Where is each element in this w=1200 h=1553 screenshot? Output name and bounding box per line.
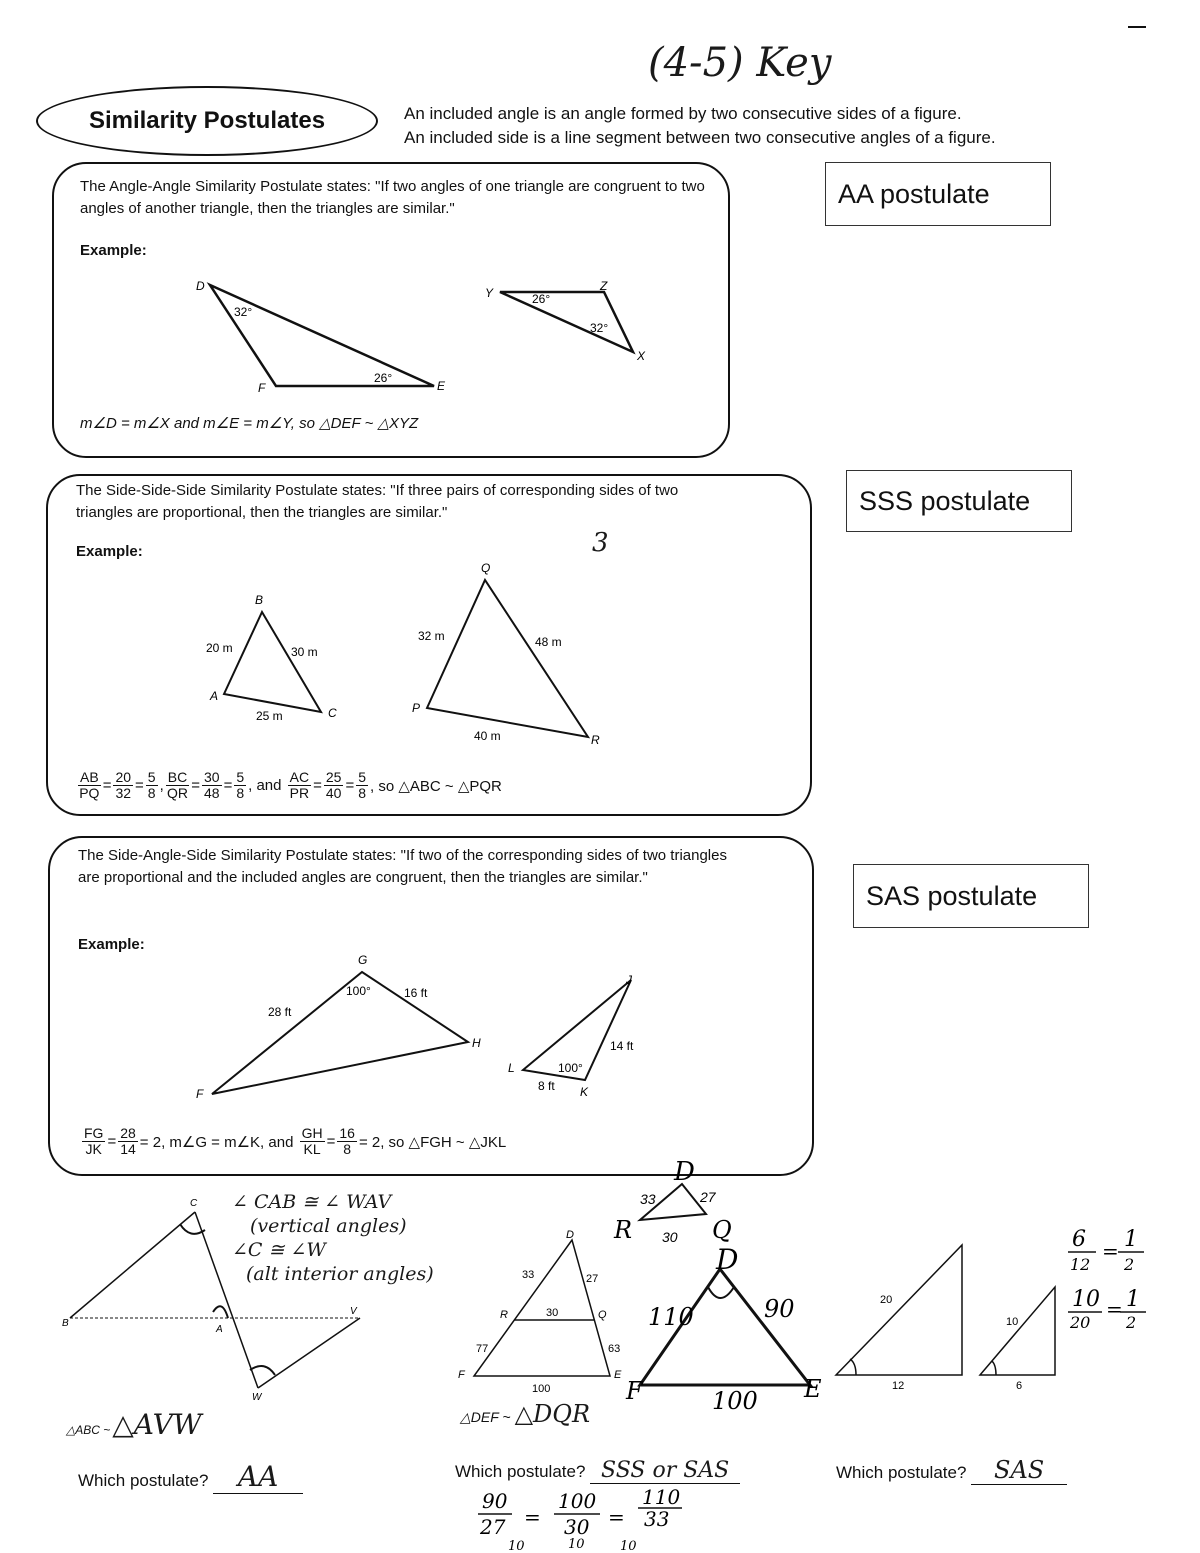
small-rq: 30 [662,1229,678,1245]
problem2-small-triangle [610,1150,740,1245]
vertex-p: P [412,701,421,715]
side-pq: 32 m [418,629,445,643]
big-df: 110 [648,1303,694,1331]
angle-arc-w [250,1366,275,1375]
p2-question-text: Which postulate? [455,1462,586,1481]
p1-answer: AA [213,1460,303,1494]
big-angle-arc [850,1359,856,1375]
included-side-definition: An included side is a line segment between two consecutive angles of a figure. [404,128,996,147]
aa-conclusion: m∠D = m∠X and m∠E = m∠Y, so △DEF ~ △XYZ [80,415,419,432]
p3-work-6: 6 [1072,1227,1086,1252]
p3-answer: SAS [971,1456,1067,1485]
triangle-def [210,285,434,386]
sas-conclusion: $\frac{FG}{JK}$ = $\frac{28}{14}$ = 2, m∠G = m∠K, and $\frac{GH}{KL}$ = $\frac{16}{8}$ = 2, so △FGH ~ △JKL [84,1125,507,1157]
top-right-mark [1128,26,1146,28]
vertex-a: A [210,689,219,703]
vertex-r: R [591,733,600,747]
big-right-triangle [836,1245,962,1375]
frac-25-40: $\frac{25}{40}$ [325,769,342,801]
big-d: D [716,1243,739,1276]
small-dr: 33 [640,1191,656,1207]
work-eq1: = [524,1505,541,1529]
frac-bc-qr: $\frac{BC}{QR}$ [166,769,188,801]
definitions [404,102,996,150]
frac-16-8: $\frac{16}{8}$ [339,1125,355,1157]
sas-example-label: Example: [78,936,145,953]
vertex-f: F [196,1087,204,1101]
label-c: C [190,1198,198,1209]
vertex-l: L [508,1061,515,1075]
p3-work-12: 12 [1070,1255,1091,1274]
big-e: E [804,1375,822,1403]
sas-mid: = 2, m∠G = m∠K, and [139,1133,294,1151]
svg-text:=: = [1106,1297,1123,1321]
work-eq2: = [608,1505,625,1529]
frac-gh-kl: $\frac{GH}{KL}$ [301,1125,323,1157]
problem2-question [455,1458,740,1484]
side-qr: 48 m [535,635,562,649]
p2-answer: SSS or SAS [590,1458,740,1484]
work-33: 33 [644,1507,670,1531]
included-angle-definition: An included angle is an angle formed by two consecutive sides of a figure. [404,104,962,123]
work-27: 27 [480,1515,506,1539]
p1-sim-prefix: △ABC ~ [66,1423,111,1437]
p3-work-half2: 1 [1126,1287,1140,1312]
vertex-f: F [258,381,266,395]
angle-arc-a [213,1306,228,1318]
aa-postulate-label: AA postulate [825,162,1051,226]
p2-f: F [458,1369,465,1381]
vertex-j: J [626,973,632,987]
p2-rf: 77 [476,1343,489,1355]
label-v: V [350,1306,357,1317]
p2-sim-prefix: △DEF ~ [460,1409,511,1425]
angle-e: 26° [374,371,393,385]
problem1-similarity [66,1408,202,1441]
angle-d: 32° [234,305,253,319]
p2-qe: 63 [608,1343,621,1355]
side-fg: 28 ft [268,1005,292,1019]
line-bc [70,1212,195,1318]
angle-x: 32° [590,321,609,335]
angle-k: 100° [558,1061,583,1075]
sss-example-label: Example: [76,543,143,560]
p2-d: D [566,1229,574,1241]
p2-dq: 27 [586,1273,599,1285]
work-r2: 10 [568,1537,585,1552]
p2-rq: 30 [546,1307,559,1319]
frac-5-8-a: $\frac{5}{8}$ [147,769,156,801]
work-110: 110 [642,1485,681,1509]
big-base: 12 [892,1380,905,1392]
label-a: A [216,1324,223,1335]
small-side: 10 [1006,1316,1019,1328]
side-pr: 40 m [474,729,501,743]
sas-tail: = 2, so △FGH ~ △JKL [358,1133,507,1151]
p1-answer-tri: △AVW [112,1408,202,1441]
problem2-big-triangle [620,1245,830,1425]
page-title: Similarity Postulates [36,86,378,156]
triangle-def-p2 [474,1240,610,1376]
vertex-b: B [255,593,264,607]
angle-arc-d [708,1287,734,1298]
sas-statement: The Side-Angle-Side Similarity Postulate states: "If two of the corresponding sides of two triangles are proportional and the included angles are congruent, then the triangles are similar." [78,847,727,886]
note-vertical-reason: (vertical angles) [250,1215,407,1237]
p2-r: R [500,1309,508,1321]
frac-20-32: $\frac{20}{32}$ [115,769,132,801]
triangle-pqr [427,580,588,737]
p2-e: E [614,1369,622,1381]
handwritten-title: (4-5) Key [648,40,832,86]
problem2-work [470,1484,710,1552]
p1-question-text: Which postulate? [78,1471,209,1490]
side-ac: 25 m [256,709,283,723]
sss-conclusion: $\frac{AB}{PQ}$ = $\frac{20}{32}$ = $\frac{5}{8}$ , $\frac{BC}{QR}$ = $\frac{30}{48}$ = $\frac{5}{8}$ , and $\frac{AC}{PR}$ = $\frac{25}{40}$ = $\frac{5}{8}$ , so △ABC ~ △PQR [79,769,502,801]
sss-figures [0,560,720,760]
and-text: , and [248,777,282,794]
p2-fe: 100 [532,1383,551,1395]
frac-5-8-c: $\frac{5}{8}$ [358,769,367,801]
problem2-similarity [460,1400,590,1428]
note-alt-congruence: ∠C ≅ ∠W [232,1239,326,1261]
frac-ab-pq: $\frac{AB}{PQ}$ [79,769,100,801]
angle-g: 100° [346,984,371,998]
note-vertical-congruence: ∠ CAB ≅ ∠ WAV [232,1191,392,1213]
small-dq: 27 [700,1189,716,1205]
frac-28-14: $\frac{28}{14}$ [120,1125,136,1157]
sss-postulate-label: SSS postulate [846,470,1072,532]
frac-30-48: $\frac{30}{48}$ [203,769,220,801]
label-w: W [252,1392,262,1403]
big-de: 90 [764,1295,795,1323]
small-q: Q [712,1216,732,1244]
side-gh: 16 ft [404,986,428,1000]
vertex-y: Y [485,286,494,300]
work-r3: 10 [620,1539,637,1553]
sas-figures [0,950,720,1110]
side-jk: 14 ft [610,1039,634,1053]
big-side: 20 [880,1294,893,1306]
work-90: 90 [482,1489,508,1513]
vertex-g: G [358,953,368,967]
vertex-x: X [637,349,646,363]
vertex-d: D [196,279,205,293]
sss-statement: The Side-Side-Side Similarity Postulate states: "If three pairs of corresponding sides of two triangles are proportional, then the triangles are similar." [76,482,679,521]
side-ab: 20 m [206,641,233,655]
sss-handwritten-mark: 3 [592,528,609,558]
angle-y: 26° [532,292,551,306]
big-fe: 100 [712,1387,758,1415]
frac-fg-jk: $\frac{FG}{JK}$ [84,1125,104,1157]
side-bc: 30 m [291,645,318,659]
problem3-question [836,1456,1067,1485]
small-base: 6 [1016,1380,1023,1392]
p2-q: Q [598,1309,607,1321]
vertex-q: Q [481,561,491,575]
work-r1: 10 [508,1539,525,1553]
small-r: R [614,1216,633,1244]
p3-question-text: Which postulate? [836,1463,967,1482]
p3-work-half1d: 2 [1124,1255,1135,1274]
p3-work-half2d: 2 [1126,1313,1137,1332]
vertex-k: K [580,1085,589,1099]
svg-text:=: = [1102,1239,1119,1263]
p3-work-20: 20 [1070,1313,1091,1332]
label-b: B [62,1318,69,1329]
p2-answer-tri: △DQR [514,1400,591,1428]
sas-postulate-label: SAS postulate [853,864,1089,928]
sss-tail: , so △ABC ~ △PQR [370,777,502,795]
line-vw [258,1318,360,1388]
frac-5-8-b: $\frac{5}{8}$ [236,769,245,801]
work-100: 100 [558,1489,597,1513]
p3-work-10: 10 [1072,1287,1100,1312]
small-d: D [674,1157,695,1187]
aa-example-label: Example: [80,242,147,259]
vertex-e: E [437,379,446,393]
aa-statement: The Angle-Angle Similarity Postulate states: "If two angles of one triangle are congruent to two angles of another triangle, then the triangles are similar." [80,178,705,217]
triangle-xyz [500,292,633,352]
vertex-c: C [328,706,337,720]
problem3-work [1064,1222,1154,1332]
big-f: F [626,1377,643,1405]
frac-ac-pr: $\frac{AC}{PR}$ [289,769,310,801]
vertex-z: Z [600,279,608,293]
p3-work-half1: 1 [1124,1227,1138,1252]
side-kl: 8 ft [538,1079,555,1093]
small-angle-arc [992,1361,996,1375]
triangle-abc [224,612,321,712]
note-alt-reason: (alt interior angles) [246,1263,434,1285]
work-30: 30 [564,1515,590,1539]
triangle-fgh [212,972,468,1094]
p2-dr: 33 [522,1269,535,1281]
problem3-figures [830,1235,1070,1395]
small-right-triangle [980,1287,1055,1375]
problem1-question [78,1460,303,1494]
vertex-h: H [472,1036,481,1050]
problem1-notes [232,1190,434,1286]
aa-figures [0,270,700,400]
